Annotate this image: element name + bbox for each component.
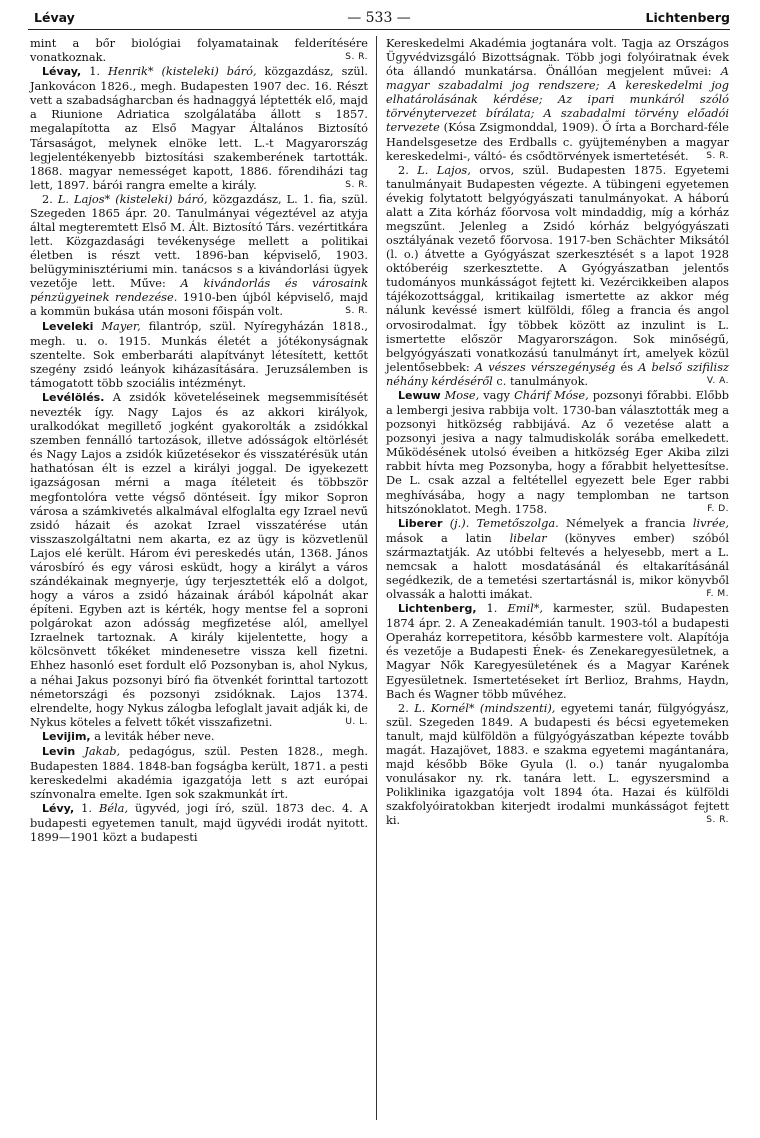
entry-italic: libelar bbox=[509, 530, 547, 545]
entry-headword: Levin bbox=[42, 744, 76, 758]
entry-headword: Lichtenberg, bbox=[398, 602, 477, 616]
dictionary-entry bbox=[30, 192, 368, 319]
entry-headword: Levélölés. bbox=[42, 390, 105, 404]
entry-text: pedagógus, szül. Pesten 1828., megh. Budapesten 1884. 1848-ban fogságba került, 1871. a pesti kereskedelmi akadémia igazgatója lett s azt európai színvonalra emelte. Igen sok szakmunkát írt. bbox=[30, 743, 368, 802]
author-initials: S. R. bbox=[345, 52, 368, 63]
entry-text: közgazdász, szül. Jankovácon 1826., megh. Budapesten 1907 dec. 16. Részt vett a szabadságharcban és hadnaggyá léptették elő, majd a Riunione Adriatica szolgálatába állott s 1857. megalapította az Első Magyar Általános Biztosító Társaságot, melynek elnöke lett. L.-t Magyarország legjelentékenyebb biztosítási szakemberének tartották. 1868. magyar nemességet kapott, 1886. főrendiházi tag lett, 1897. bárói rangra emelte a király. bbox=[30, 64, 368, 192]
entry-text: A zsidók követeléseinek megsemmisítését nevezték így. Nagy Lajos és az akkori királyok, uralkodókat megillető jogként gyakorolták a zsidókkal szemben fennálló tartozások, illetve adósságok eltörlését és Nagy Lajos a zsidók kiűzetésekor és visszatérésük után hathatósan élt is ezzel a királyi joggal. De igyekezett igazságosan mérni a maga ítéleteit és többször megfontolóra vette végső döntéseit. Így mikor Sopron városa a számkivetés alkalmával elfoglalta egy Izrael nevű zsidó házait és azokat Izrael visszatérése után visszaszolgáltatni nem akarta, ez az ügy is közvetlenül Lajos elé került. Három évi pereskedés után, 1368. János városbíró és egy városi esküdt, hogy a királyt a város szándékainak megnyerje, úgy terjesztették elő a dolgot, hogy a város a zsidó házainak árából kápolnát akar építeni. Egyben azt is kérték, hogy mentse fel a soproni polgárokat azon adósság megfizetése alól, amellyel Izraelnek tartoznak. A király kijelentette, hogy a kölcsönvett tőkéket mindenesetre vissza kell fizetni. Ehhez hasonló eset fordult elő Pozsonyban is, ahol Nykus, a néhai Jakus pozsonyi bíró fia ötvenkét forinttal tartozott németországi és pozsonyi zsidóknak. Lajos 1374. elrendelte, hogy Nykus zálogba lefoglalt javait adják ki, de Nykus köteles a felvett tőkét visszafizetni. bbox=[30, 389, 368, 729]
entry-text: Némelyek a francia bbox=[558, 515, 693, 530]
entry-italic: Henrik* (kisteleki) báró, bbox=[107, 64, 257, 79]
entry-text: 1. bbox=[81, 64, 108, 79]
author-initials: S. R. bbox=[706, 815, 729, 826]
entry-italic: A vészes vérszegénység bbox=[474, 359, 616, 374]
entry-text: pozsonyi főrabbi. Előbb a lembergi jesiva rabbija volt. 1730-ban választották meg a pozsonyi hitközség rabbijává. Az ő vezetése alatt a pozsonyi jesiva a nagy talmudiskolák sorába emelkedett. Működésének utolsó éveiben a hitközség Eger Akiba zilzi rabbit hívta meg Pozsonyba, hogy a főrabbit helyettesítse. De L. csak azzal a feltétellel egyezett bele Eger rabbi meghívásába, hogy a nagy templomban ne tartson hitszónoklatot. Megh. 1758. bbox=[386, 387, 729, 516]
entry-headword: Liberer bbox=[398, 516, 443, 530]
column-separator bbox=[376, 36, 377, 1120]
entry-italic: A belső szifilisz néhány kérdéséről bbox=[386, 359, 729, 388]
entry-italic: A magyar szabadalmi jog rendszere; A kereskedelmi jog elhatárolásának kérdése; Az ipari munkáról szóló törvénytervezet bírálata; A szabadalmi törvény előadói tervezete bbox=[386, 64, 729, 135]
dictionary-entry bbox=[386, 388, 729, 516]
dictionary-entry bbox=[386, 516, 729, 601]
dictionary-entry bbox=[30, 729, 368, 744]
entry-text: 1. bbox=[74, 801, 99, 816]
dictionary-entry bbox=[30, 390, 368, 729]
entry-text: karmester, szül. Budapesten 1874 ápr. 2. A Zeneakadémián tanult. 1903-tól a budapesti Operaház korrepetitora, később karmestere volt. Alapítója és vezetője a Budapesti Ének- és Zenekaregyesületnek, a Magyar Nők Karegyesületének és a Magyar Karének Egyesületnek. Ismertetéseket írt Berlioz, Brahms, Haydn, Bach és Wagner több művéhez. bbox=[386, 601, 729, 701]
author-initials: F. D. bbox=[707, 503, 729, 514]
entry-text: ügyvéd, jogi író, szül. 1873 dec. 4. A budapesti egyetemen tanult, majd ügyvédi irodát nyitott. 1899—1901 közt a budapesti bbox=[30, 801, 368, 845]
entry-headword: Levijim, bbox=[42, 729, 91, 743]
dictionary-entry bbox=[386, 163, 729, 388]
running-head-left: Lévay bbox=[34, 10, 75, 25]
left-column bbox=[30, 36, 368, 844]
entry-text: mint a bőr biológiai folyamatainak felderítésére vonatkoznak. bbox=[30, 36, 368, 65]
entry-italic: livrée, bbox=[692, 515, 730, 530]
entry-text: a leviták héber neve. bbox=[90, 728, 215, 743]
author-initials: S. R. bbox=[706, 150, 729, 161]
continued-text bbox=[30, 36, 368, 64]
author-initials: S. R. bbox=[345, 179, 368, 190]
dictionary-entry bbox=[386, 601, 729, 701]
entry-text bbox=[75, 744, 84, 758]
entry-italic: Mose, bbox=[444, 387, 480, 402]
dictionary-entry bbox=[30, 801, 368, 844]
entry-text: c. tanulmányok. bbox=[492, 373, 589, 388]
entry-text: (könyves ember) szóból származtatják. Az utóbbi feltevés a helyesebb, mert a L. nemcsak a halott mosdatásánál és eltakarításánál segédkezik, de a temetési szertartásnál is, mikor könyvből olvassák a halotti imákat. bbox=[386, 530, 729, 602]
entry-text: orvos, szül. Budapesten 1875. Egyetemi tanulmányait Budapesten végezte. A tübingeni egyetemen évekig folytatott belgyógyászati tanulmányokat. A háború alatt a Zita kórház főorvosa volt mindaddig, míg a kórház megszűnt. Jelenleg a Zsidó kórház belgyógyászati osztályának vezető főorvosa. 1917-ben Schächter Miksától (l. o.) átvette a Gyógyászat szerkesztését s a lapot 1928 októberéig szerkesztette. A Gyógyászatban jelentős tudományos munkásságot fejtett ki. Vezércikkeiben alapos tájékozottsággal, kritikailag ismertette az akkor még nálunk kevéssé ismert külföldi, főleg a francia és angol orvosirodalmat. Így többek között az inzulint is L. ismertette először Magyarországon. Sok minőségű, belgyógyászati vonatkozású tanulmányt írt, amelyek közül jelentősebbek: bbox=[386, 162, 729, 374]
entry-text: (Kósa Zsigmonddal, 1909). Ő írta a Borchard-féle Handelsgesetze des Erdballs c. gyüjteményben a magyar kereskedelmi-, váltó- és csődtörvények ismertetését. bbox=[386, 120, 729, 163]
entry-text: 1910-ben újból képviselő, majd a kommün bukása után mosoni főispán volt. bbox=[30, 290, 368, 319]
entry-text bbox=[442, 516, 449, 530]
entry-italic: L. Kornél* (mindszenti), bbox=[414, 700, 556, 715]
author-initials: F. M. bbox=[706, 589, 729, 600]
dictionary-entry bbox=[30, 64, 368, 192]
author-initials: U. L. bbox=[345, 716, 368, 727]
entry-text: egyetemi tanár, fülgyógyász, szül. Szegeden 1849. A budapesti és bécsi egyetemeken tanult, majd külföldön a fülgyógyászatban képezte tovább magát. Hazajövet, 1883. e szakma egyetemi magántanára, majd később Böke Gyula (l. o.) tanár nyugalomba vonulásakor ny. rk. tanára lett. L. egyszersmind a Poliklinika igazgatója volt 1894 óta. Hazai és külföldi szakfolyóiratokban kiterjedt irodalmi munkásságot fejtett ki. bbox=[386, 700, 729, 828]
entry-italic: A kivándorlás és városaink pénzügyeinek rendezése. bbox=[30, 276, 368, 305]
continued-text bbox=[386, 36, 729, 163]
author-initials: V. A. bbox=[706, 375, 729, 386]
entry-italic: L. Lajos* (kisteleki) báró, bbox=[57, 191, 208, 206]
entry-italic: L. Lajos, bbox=[417, 162, 471, 177]
entry-italic: (j.). Temetőszolga. bbox=[449, 515, 559, 530]
entry-italic: Chárif Móse, bbox=[514, 387, 589, 402]
header-rule bbox=[28, 29, 730, 30]
right-column bbox=[386, 36, 729, 827]
entry-text: 2. bbox=[398, 162, 418, 177]
entry-text: 1. bbox=[476, 601, 508, 616]
entry-text: közgazdász, L. 1. fia, szül. Szegeden 1865 ápr. 20. Tanulmányai végeztével az atyja által megteremtett Első M. Ált. Biztosító Társ. vezértitkára lett. Közgazdasági tevékenysége mellett a politikai életben is részt vett. 1896-ban képviselő, 1903. belügyminisztériumi min. tanácsos s a kivándorlási ügyek vezetője lett. Műve: bbox=[30, 191, 369, 291]
entry-text: Kereskedelmi Akadémia jogtanára volt. Tagja az Országos Ügyvédvizsgáló Bizottságnak. Több jogi folyóiratnak évek óta állandó munkatársa. Önállóan megjelent művei: bbox=[386, 36, 729, 79]
entry-italic: Emil*, bbox=[507, 601, 544, 616]
dictionary-entry bbox=[30, 744, 368, 801]
author-initials: S. R. bbox=[345, 306, 368, 317]
page-number: — 533 — bbox=[347, 10, 411, 26]
entry-italic: Mayer, bbox=[101, 318, 141, 333]
entry-text: mások a latin bbox=[386, 530, 510, 545]
entry-headword: Lévay, bbox=[42, 65, 82, 79]
entry-headword: Lewuw bbox=[398, 388, 441, 402]
running-head-right: Lichtenberg bbox=[645, 10, 730, 25]
entry-text: és bbox=[615, 359, 639, 374]
entry-text: 2. bbox=[42, 191, 58, 206]
entry-italic: Jakab, bbox=[84, 743, 121, 758]
entry-text: 2. bbox=[398, 700, 415, 715]
entry-italic: Béla, bbox=[99, 801, 129, 816]
entry-headword: Lévy, bbox=[42, 802, 75, 816]
dictionary-entry bbox=[386, 701, 729, 828]
entry-headword: Leveleki bbox=[42, 319, 94, 333]
entry-text: vagy bbox=[479, 387, 515, 402]
entry-text: filantróp, szül. Nyíregyházán 1818., megh. u. o. 1915. Munkás életét a jótékonyságnak szentelte. Sok emberbaráti alapítványt létesített, kettőt szegény zsidó leányok kiházasítására. Jeruzsálemben is támogatott több szociális intézményt. bbox=[30, 318, 368, 390]
dictionary-entry bbox=[30, 319, 368, 390]
